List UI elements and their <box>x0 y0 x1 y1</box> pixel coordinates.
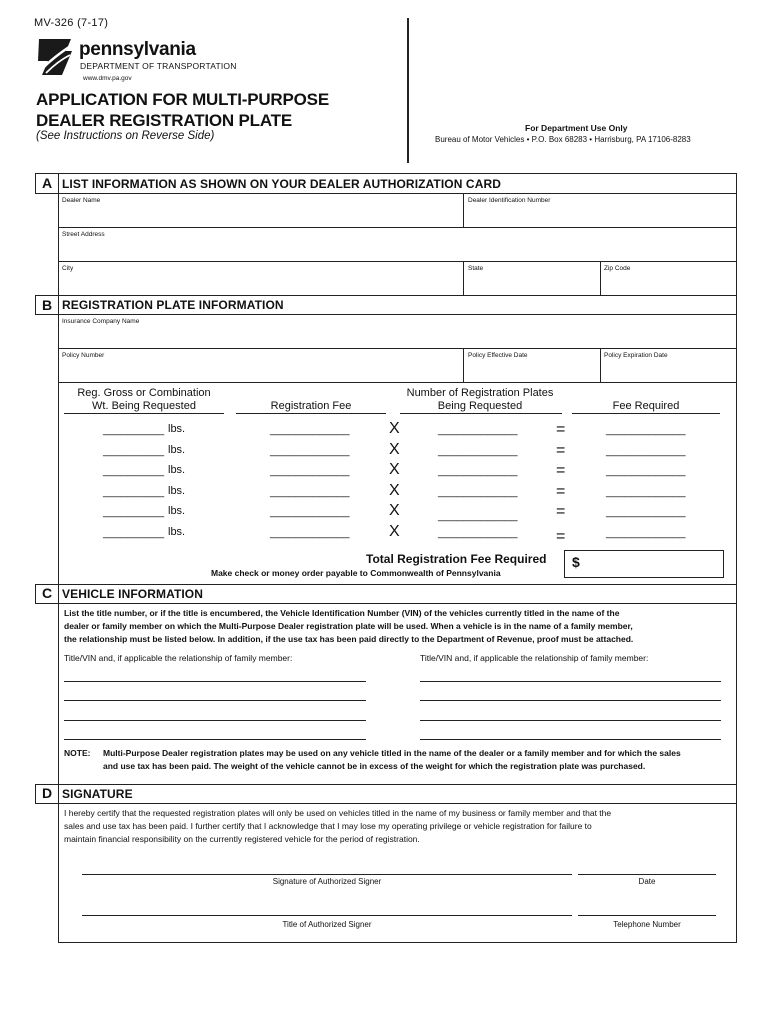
divider <box>58 382 737 383</box>
insurance-company-label: Insurance Company Name <box>62 318 140 325</box>
lbs-unit: lbs. <box>168 423 186 435</box>
frame-bottom <box>58 942 737 943</box>
equals-sign: = <box>556 528 566 545</box>
title-vin-line-right[interactable] <box>420 739 721 740</box>
col-gross-weight-line2: Wt. Being Requested <box>92 400 196 412</box>
divider <box>400 413 562 414</box>
weight-blank[interactable]: __________ <box>103 445 165 457</box>
dealer-name-label: Dealer Name <box>62 197 101 204</box>
plates-count-blank[interactable]: _____________ <box>438 486 518 498</box>
total-fee-field[interactable] <box>564 550 724 578</box>
form-code: MV-326 (7-17) <box>34 17 109 29</box>
signature-field[interactable] <box>82 874 572 875</box>
plates-count-blank[interactable]: _____________ <box>438 424 518 436</box>
department-use-label: For Department Use Only <box>525 123 628 133</box>
divider <box>58 261 737 262</box>
title-vin-line-left[interactable] <box>64 681 366 682</box>
col-registration-fee-header: Registration Fee <box>270 400 352 412</box>
registration-fee-blank[interactable]: _____________ <box>270 465 350 477</box>
divider <box>600 348 601 382</box>
title-vin-label-left: Title/VIN and, if applicable the relationship of family member: <box>64 653 293 663</box>
telephone-label: Telephone Number <box>613 920 681 929</box>
col-fee-required-header: Fee Required <box>612 400 680 412</box>
street-address-label: Street Address <box>62 231 105 238</box>
plates-count-blank[interactable]: _____________ <box>438 510 518 522</box>
title-vin-line-left[interactable] <box>64 720 366 721</box>
city-label: City <box>62 265 74 272</box>
fee-required-blank[interactable]: _____________ <box>606 506 686 518</box>
multiply-sign: X <box>389 461 400 478</box>
title-vin-line-left[interactable] <box>64 739 366 740</box>
street-address-field[interactable] <box>62 239 732 260</box>
fee-required-blank[interactable]: _____________ <box>606 527 686 539</box>
insurance-company-field[interactable] <box>62 326 732 347</box>
signer-title-field[interactable] <box>82 915 572 916</box>
policy-effective-label: Policy Effective Date <box>468 352 528 359</box>
state-label: State <box>468 265 484 272</box>
fee-required-blank[interactable]: _____________ <box>606 445 686 457</box>
form-title <box>36 89 329 131</box>
multiply-sign: X <box>389 441 400 458</box>
payable-note: Make check or money order payable to Commonwealth of Pennsylvania <box>211 568 501 578</box>
plates-count-blank[interactable]: _____________ <box>438 445 518 457</box>
multiply-sign: X <box>389 523 400 540</box>
policy-number-field[interactable] <box>62 360 460 381</box>
registration-fee-blank[interactable]: _____________ <box>270 445 350 457</box>
divider <box>58 227 737 228</box>
divider <box>35 295 737 296</box>
vehicle-instructions <box>64 607 732 646</box>
divider <box>64 413 224 414</box>
note-label: NOTE: <box>64 748 91 758</box>
divider <box>58 348 737 349</box>
signer-title-label: Title of Authorized Signer <box>282 920 372 929</box>
plates-count-blank[interactable]: _____________ <box>438 527 518 539</box>
section-a-letter: A <box>41 175 53 191</box>
weight-blank[interactable]: __________ <box>103 424 165 436</box>
section-a-title: LIST INFORMATION AS SHOWN ON YOUR DEALER AUTHORIZATION CARD <box>62 177 501 191</box>
lbs-unit: lbs. <box>168 444 186 456</box>
lbs-unit: lbs. <box>168 464 186 476</box>
fee-required-blank[interactable]: _____________ <box>606 486 686 498</box>
city-field[interactable] <box>62 273 460 294</box>
section-a-header-line <box>35 193 737 194</box>
total-fee-label: Total Registration Fee Required <box>366 552 547 566</box>
divider <box>35 314 737 315</box>
form-subtitle: (See Instructions on Reverse Side) <box>36 130 215 142</box>
divider <box>463 348 464 382</box>
certification-line3: maintain financial responsibility on the currently registered vehicle for the period of registration. <box>64 834 420 844</box>
fee-required-blank[interactable]: _____________ <box>606 465 686 477</box>
frame-top <box>35 173 737 174</box>
dealer-id-field[interactable] <box>468 205 734 226</box>
section-d-letter: D <box>41 785 53 801</box>
bureau-address: Bureau of Motor Vehicles • P.O. Box 68283 • Harrisburg, PA 17106-8283 <box>435 135 691 144</box>
policy-number-label: Policy Number <box>62 352 105 359</box>
weight-blank[interactable]: __________ <box>103 527 165 539</box>
col-number-plates-line2: Being Requested <box>437 400 523 412</box>
col-gross-weight-header <box>64 387 224 413</box>
registration-fee-blank[interactable]: _____________ <box>270 506 350 518</box>
lbs-unit: lbs. <box>168 505 186 517</box>
divider <box>35 803 737 804</box>
equals-sign: = <box>556 462 566 479</box>
equals-sign: = <box>556 503 566 520</box>
divider <box>35 603 737 604</box>
policy-effective-field[interactable] <box>468 360 598 381</box>
vehicle-instructions-line2: dealer or family member on which the Multi-Purpose Dealer registration plate will be used. When a vehicle is in the name of a family member, <box>64 621 633 631</box>
note-line2: and use tax has been paid. The weight of the vehicle cannot be in excess of the weight for which the registration plate was purchased. <box>103 761 646 771</box>
policy-expiration-label: Policy Expiration Date <box>604 352 668 359</box>
policy-expiration-field[interactable] <box>604 360 734 381</box>
divider <box>35 784 737 785</box>
registration-fee-blank[interactable]: _____________ <box>270 486 350 498</box>
form-title-line2: DEALER REGISTRATION PLATE <box>36 111 292 130</box>
divider <box>572 413 720 414</box>
multiply-sign: X <box>389 502 400 519</box>
lbs-unit: lbs. <box>168 485 186 497</box>
registration-fee-blank[interactable]: _____________ <box>270 424 350 436</box>
registration-fee-blank[interactable]: _____________ <box>270 527 350 539</box>
weight-blank[interactable]: __________ <box>103 465 165 477</box>
dealer-id-label: Dealer Identification Number <box>468 197 551 204</box>
dealer-name-field[interactable] <box>62 205 462 226</box>
vehicle-instructions-line1: List the title number, or if the title is encumbered, the Vehicle Identification Number (VIN) of the vehicles currently titled in the name of the <box>64 608 620 618</box>
note-text <box>103 747 733 773</box>
title-vin-label-right: Title/VIN and, if applicable the relationship of family member: <box>420 653 649 663</box>
zip-label: Zip Code <box>604 265 631 272</box>
weight-blank[interactable]: __________ <box>103 506 165 518</box>
date-label: Date <box>638 877 656 886</box>
title-vin-line-left[interactable] <box>64 700 366 701</box>
divider <box>463 261 464 295</box>
col-number-plates-header <box>396 387 564 413</box>
section-c-title: VEHICLE INFORMATION <box>62 587 204 601</box>
dollar-sign: $ <box>572 554 580 570</box>
note-line1: Multi-Purpose Dealer registration plates may be used on any vehicle titled in the name of the dealer or a family member and for which the sales <box>103 748 681 758</box>
title-vin-line-right[interactable] <box>420 681 721 682</box>
department-name: DEPARTMENT OF TRANSPORTATION <box>80 61 237 71</box>
divider <box>236 413 386 414</box>
divider <box>463 193 464 227</box>
date-field[interactable] <box>578 874 716 875</box>
section-b-title: REGISTRATION PLATE INFORMATION <box>62 298 284 312</box>
certification-line2: sales and use tax has been paid. I further certify that I acknowledge that I may lose my operating privilege or vehicle registration for failure to <box>64 821 592 831</box>
title-vin-line-right[interactable] <box>420 720 721 721</box>
zip-field[interactable] <box>604 273 734 294</box>
state-field[interactable] <box>468 273 598 294</box>
divider <box>600 261 601 295</box>
equals-sign: = <box>556 483 566 500</box>
divider <box>35 584 737 585</box>
section-c-letter: C <box>41 585 53 601</box>
section-b-letter: B <box>41 297 53 313</box>
multiply-sign: X <box>389 420 400 437</box>
form-title-line1: APPLICATION FOR MULTI-PURPOSE <box>36 90 329 109</box>
header-divider <box>407 18 409 163</box>
equals-sign: = <box>556 442 566 459</box>
certification-text <box>64 807 732 846</box>
certification-line1: I hereby certify that the requested registration plates will only be used on vehicles titled in the name of my business or family member and that the <box>64 808 612 818</box>
telephone-field[interactable] <box>578 915 716 916</box>
keystone-logo-icon <box>36 37 74 77</box>
frame-right <box>736 173 737 943</box>
website-url: www.dmv.pa.gov <box>83 75 132 82</box>
section-d-title: SIGNATURE <box>62 787 133 801</box>
lbs-unit: lbs. <box>168 526 186 538</box>
col-gross-weight-line1: Reg. Gross or Combination <box>77 387 211 399</box>
plates-count-blank[interactable]: _____________ <box>438 465 518 477</box>
multiply-sign: X <box>389 482 400 499</box>
fee-required-blank[interactable]: _____________ <box>606 424 686 436</box>
weight-blank[interactable]: __________ <box>103 486 165 498</box>
brand-name: pennsylvania <box>79 39 196 60</box>
col-number-plates-line1: Number of Registration Plates <box>406 387 554 399</box>
equals-sign: = <box>556 421 566 438</box>
vehicle-instructions-line3: the relationship must be listed below. In addition, if the use tax has been paid directly to the Department of Revenue, proof must be attached. <box>64 634 634 644</box>
signature-label: Signature of Authorized Signer <box>272 877 382 886</box>
letter-column-divider <box>58 173 59 943</box>
title-vin-line-right[interactable] <box>420 700 721 701</box>
